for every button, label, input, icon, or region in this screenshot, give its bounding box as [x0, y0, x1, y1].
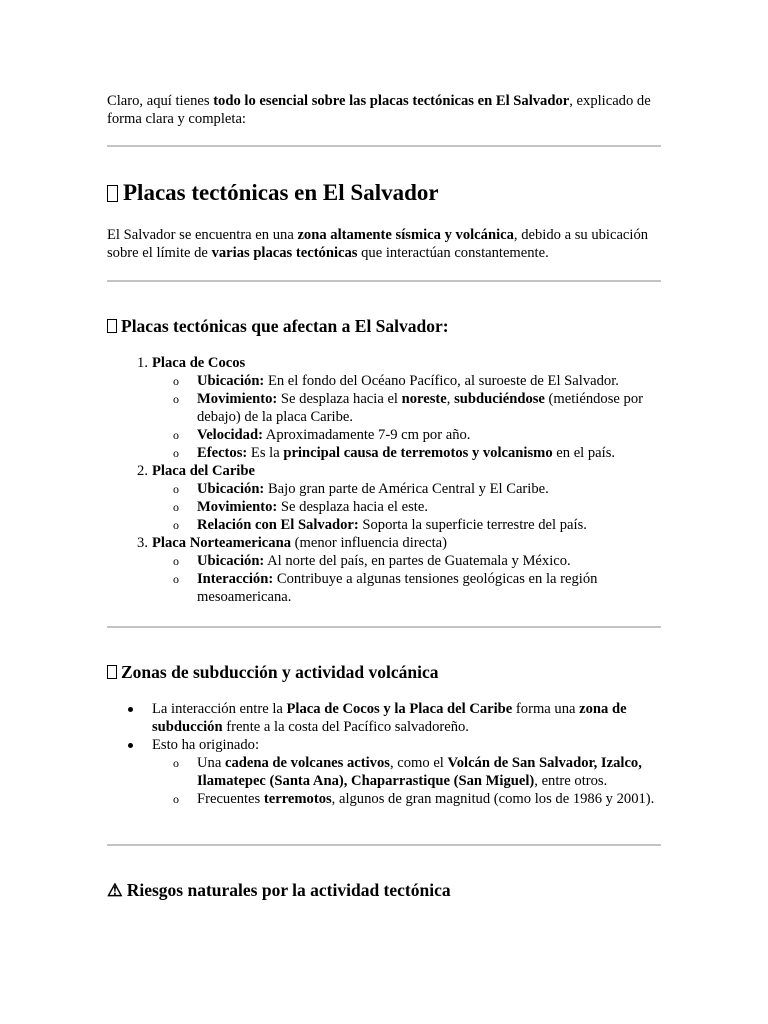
list-item: o Efectos: Es la principal causa de terremotos y volcanismo en el país. — [197, 444, 661, 462]
horizontal-rule — [107, 844, 661, 846]
list-item: o Ubicación: En el fondo del Océano Pacífico, al suroeste de El Salvador. — [197, 372, 661, 390]
list-item-plate-caribe: 2. Placa del Caribe o Ubicación: Bajo gran parte de América Central y El Caribe. o Movimiento: Se desplaza hacia el este. o Relación con El Salvador: Soporta la superficie terrestre del país. — [152, 462, 661, 534]
horizontal-rule — [107, 626, 661, 628]
list-item-plate-norteamericana: 3. Placa Norteamericana (menor influencia directa) o Ubicación: Al norte del país, en partes de Guatemala y México. o Interacción: Contribuye a algunas tensiones geológicas en la región mesoamericana. — [152, 534, 661, 606]
sublist — [152, 480, 661, 534]
missing-glyph-icon — [107, 665, 117, 679]
list-item: o Movimiento: Se desplaza hacia el noreste, subduciéndose (metiéndose por debajo) de la placa Caribe. — [197, 390, 661, 426]
sublist — [152, 372, 661, 462]
list-item: o Una cadena de volcanes activos, como el Volcán de San Salvador, Izalco, Ilamatepec (Santa Ana), Chaparrastique (San Miguel), entre otros. — [197, 754, 661, 790]
page-title: Placas tectónicas en El Salvador — [107, 179, 439, 207]
list-item: o Ubicación: Al norte del país, en partes de Guatemala y México. — [197, 552, 661, 570]
list-item: o Frecuentes terremotos, algunos de gran magnitud (como los de 1986 y 2001). — [197, 790, 661, 808]
missing-glyph-icon — [107, 185, 118, 202]
horizontal-rule — [107, 145, 661, 147]
horizontal-rule — [107, 280, 661, 282]
sublist — [152, 754, 661, 808]
list-item: o Ubicación: Bajo gran parte de América Central y El Caribe. — [197, 480, 661, 498]
list-item: o Movimiento: Se desplaza hacia el este. — [197, 498, 661, 516]
plates-list-block — [107, 354, 661, 606]
missing-glyph-icon — [107, 319, 117, 333]
list-item: La interacción entre la Placa de Cocos y la Placa del Caribe forma una zona de subducción frente a la costa del Pacífico salvadoreño. — [152, 700, 661, 736]
list-item: o Relación con El Salvador: Soporta la superficie terrestre del país. — [197, 516, 661, 534]
section-heading-risks: ⚠ Riesgos naturales por la actividad tectónica — [107, 880, 451, 900]
plates-list — [107, 354, 661, 606]
sublist — [152, 552, 661, 606]
subduction-list-block — [107, 700, 661, 808]
section-heading-subduction: Zonas de subducción y actividad volcánica — [107, 661, 439, 683]
section-heading-plates: Placas tectónicas que afectan a El Salvador: — [107, 315, 449, 337]
bullet-icon — [128, 743, 133, 748]
list-item: o Velocidad: Aproximadamente 7-9 cm por año. — [197, 426, 661, 444]
warning-icon: ⚠ — [107, 880, 123, 900]
list-item: o Interacción: Contribuye a algunas tensiones geológicas en la región mesoamericana. — [197, 570, 661, 606]
list-item: Esto ha originado: o Una cadena de volcanes activos, como el Volcán de San Salvador, Izalco, Ilamatepec (Santa Ana), Chaparrastique (San Miguel), entre otros. o Frecuentes terremotos, algunos de gran magnitud (como los de 1986 y 2001). — [152, 736, 661, 808]
bullet-list — [107, 700, 661, 808]
bullet-icon — [128, 707, 133, 712]
list-item-plate-cocos: 1. Placa de Cocos o Ubicación: En el fondo del Océano Pacífico, al suroeste de El Salvador. o Movimiento: Se desplaza hacia el noreste, subduciéndose (metiéndose por debajo) de la placa Caribe. o Velocidad: Aproximadamente 7-9 cm por año. o Efectos: Es la principal causa de terremotos y volcanismo en el país. — [152, 354, 661, 462]
intro-paragraph: Claro, aquí tienes todo lo esencial sobre las placas tectónicas en El Salvador, explicado de forma clara y completa: — [107, 93, 651, 127]
summary-paragraph: El Salvador se encuentra en una zona altamente sísmica y volcánica, debido a su ubicación sobre el límite de varias placas tectónicas que interactúan constantemente. — [107, 227, 649, 261]
